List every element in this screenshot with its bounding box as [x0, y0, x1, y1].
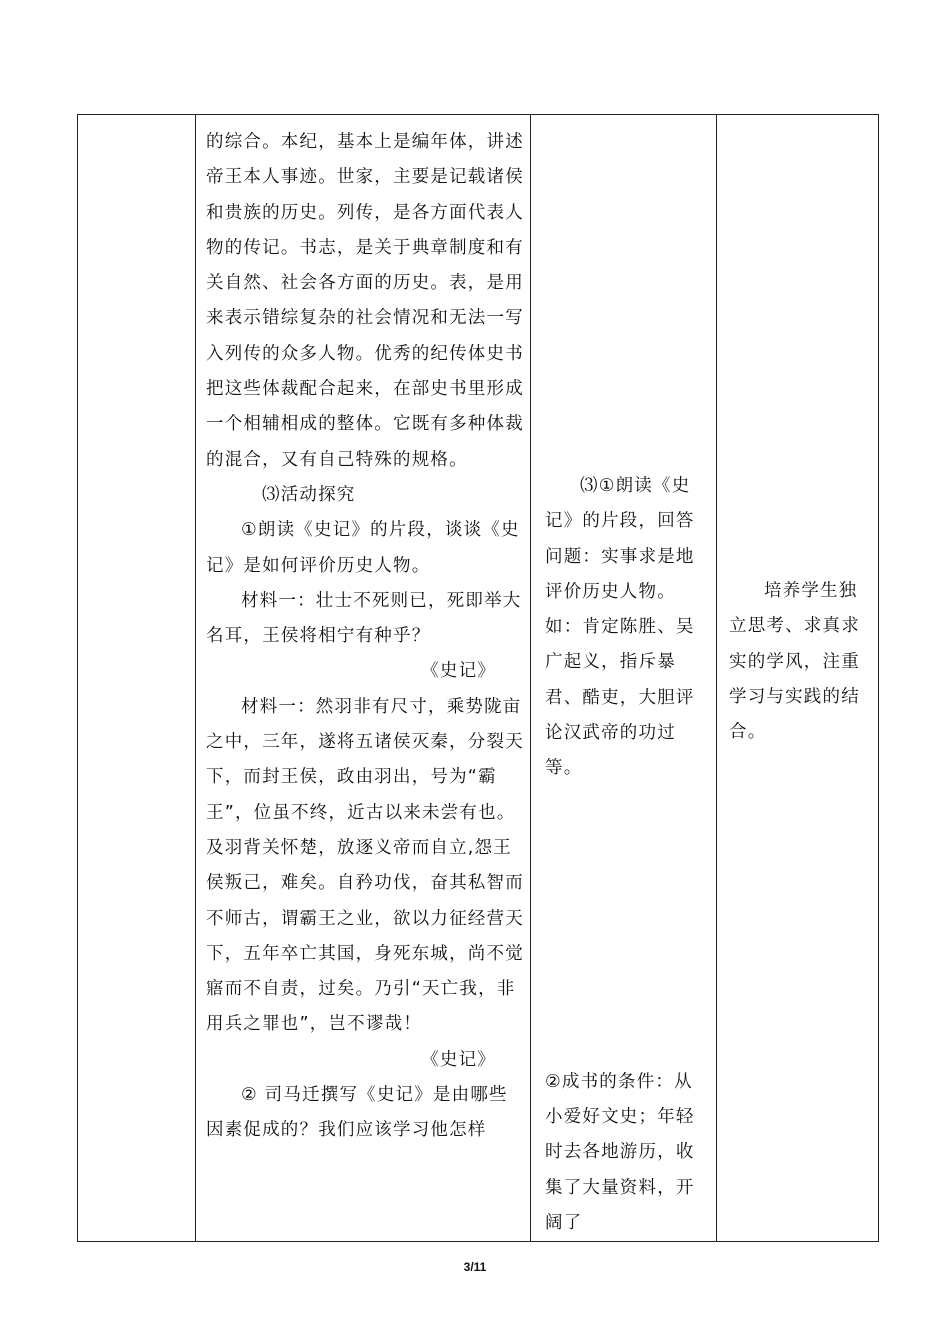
material-1-source: 《史记》 — [421, 661, 496, 682]
question-2: ② 司马迁撰写《史记》是由哪些因素促成的？我们应该学习他怎样 — [206, 1085, 508, 1141]
answer-2: ②成书的条件：从小爱好文史；年轻时去各地游历，收集了大量资料，开阔了 — [545, 1071, 695, 1233]
answer-1: ⑶①朗读《史记》的片段，回答问题：实事求是地评价历史人物。如：肯定陈胜、吴广起义，指斥暴君、酷吏，大胆评论汉武帝的功过等。 — [545, 476, 695, 779]
teaching-goal: 培养学生独立思考、求真求实的学风，注重学习与实践的结合。 — [729, 581, 860, 743]
table-row — [78, 115, 879, 1242]
question-1: ①朗读《史记》的片段，谈谈《史记》是如何评价历史人物。 — [206, 520, 520, 576]
lesson-plan-table — [77, 114, 879, 1242]
design-intent-column — [717, 115, 879, 1242]
material-2-source: 《史记》 — [421, 1049, 496, 1070]
material-2: 材料一：然羽非有尺寸，乘势陇亩之中，三年，遂将五诸侯灭秦，分裂天下，而封王侯，政由羽出，号为“霸王”，位虽不终，近古以来未尝有也。及羽背关怀楚，放逐义帝而自立,怨王侯叛己，难矣。自矜功伐，奋其私智而不师古，谓霸王之业，欲以力征经营天下，五年卒亡其国，身死东城，尚不觉寤而不自责，过矣。乃引“天亡我，非用兵之罪也”，岂不谬哉！ — [206, 696, 524, 1035]
material-1: 材料一：壮士不死则已，死即举大名耳，王侯将相宁有种乎？ — [206, 590, 522, 647]
stage-column — [78, 115, 196, 1242]
content-column — [196, 115, 531, 1242]
content-paragraph: 的综合。本纪，基本上是编年体，讲述帝王本人事迹。世家，主要是记载诸侯和贵族的历史。列传，是各方面代表人物的传记。书志，是关于典章制度和有关自然、社会各方面的历史。表，是用来表示错综复杂的社会情况和无法一写入列传的众多人物。优秀的纪传体史书把这些体裁配合起来，在部史书里形成一个相辅相成的整体。它既有多种体裁的混合，又有自己特殊的规格。 — [206, 132, 524, 470]
page-number: 3/11 — [463, 1260, 487, 1274]
activity-heading: ⑶活动探究 — [262, 484, 356, 505]
student-activity-column — [531, 115, 717, 1242]
